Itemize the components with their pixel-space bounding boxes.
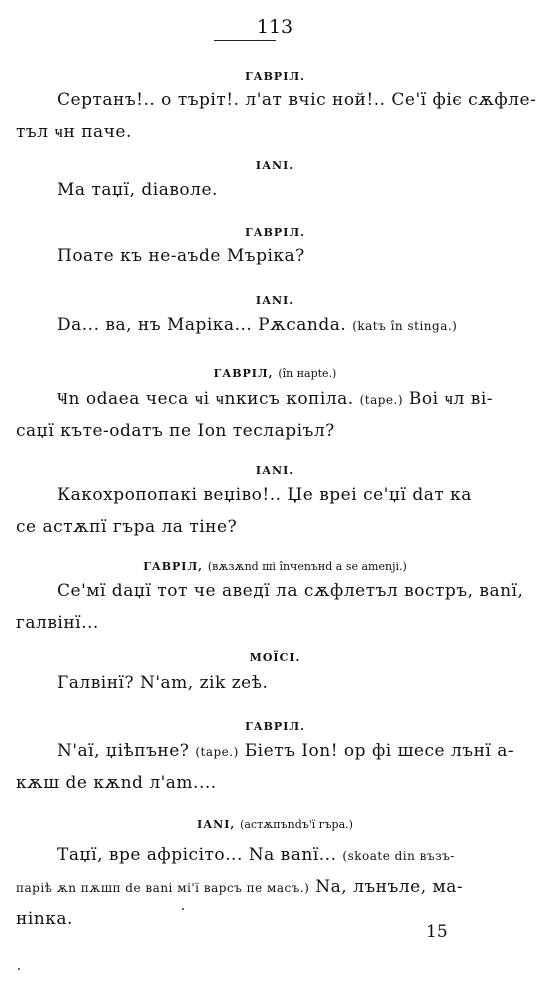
dialogue-line: Сертанъ!.. о търіт!. л'ат вчіс ной!.. Се'ї фіє сѫфле- xyxy=(57,90,537,110)
speaker-label: IАNI. xyxy=(255,294,295,307)
dialogue-line: N'аї, џіѣпъне? (tape.) Біетъ Іоn! ор фі шесе лънї а- xyxy=(57,741,515,761)
speaker-label: ГАВРIЛ. xyxy=(245,70,305,83)
dialogue-line: парiѣ ѫn пѫшп de ваnі мі'ї варсъ пе масъ.) Na, лънъле, ма- xyxy=(16,877,464,897)
speaker-label: ГАВРIЛ, (în нapte.) xyxy=(213,367,337,380)
stage-direction: (kаtъ în stinga.) xyxy=(352,319,458,333)
dialogue-line: тъл ҹн паче. xyxy=(16,122,132,142)
speaker-label: МОЇСI. xyxy=(249,651,301,664)
dialogue-line: се астѫпї гъра ла тіне? xyxy=(16,517,238,537)
dialogue-line: Таџї, вре афрісіто... Na ваnї... (skoate din възъ- xyxy=(57,845,455,865)
stage-direction: (астѫпъndъ'ї гъра.) xyxy=(240,818,353,831)
dialogue-line: Какохропопакі веџіво!.. Џе вреі се'џї dат ка xyxy=(57,485,472,505)
dialogue-line: Ма таџї, diаволе. xyxy=(57,180,218,200)
dialogue-line: Ҹn odаеа чеса ҹі ҹnкисъ копіла. (tape.) Воі ҹл ві- xyxy=(57,389,493,409)
stage-direction: (tape.) xyxy=(195,745,239,759)
dialogue-line: Dа... ва, нъ Маріка... Рѫсаnda. (kаtъ în stinga.) xyxy=(57,315,458,335)
page-number: 113 xyxy=(256,16,294,38)
stage-direction: (în нapte.) xyxy=(278,367,337,380)
stage-direction: (tape.) xyxy=(359,393,404,407)
dialogue-line: галвінї... xyxy=(16,613,99,633)
dialogue-line: Галвінї? N'am, zik zeѣ. xyxy=(57,673,269,693)
signature-number: 15 xyxy=(426,922,448,942)
speaker-label: IАNI, (астѫпъndъ'ї гъра.) xyxy=(197,818,353,831)
speaker-label: IАNI. xyxy=(255,464,295,477)
dialogue-line: Поате къ не-аъdе Мъріка? xyxy=(57,246,305,266)
ink-speck xyxy=(18,968,20,970)
stage-direction: (вѫзѫnd ші înчеnънd a se amenji.) xyxy=(207,560,407,573)
dialogue-line: ніnка. xyxy=(16,909,73,929)
header-rule xyxy=(214,40,276,41)
stage-direction: парiѣ ѫn пѫшп de ваnі мі'ї варсъ пе масъ.) xyxy=(16,881,310,895)
ink-speck xyxy=(182,908,184,910)
speaker-label: ГАВРIЛ. xyxy=(245,720,305,733)
dialogue-line: саџї кътe-odатъ пе Іоn тесларіъл? xyxy=(16,421,335,441)
speaker-label: ГАВРIЛ, (вѫзѫnd ші înчеnънd a se amenji.) xyxy=(143,560,407,573)
stage-direction: (skoate din възъ- xyxy=(342,849,455,863)
dialogue-line: Се'мї daџї тот че аведї ла сѫфлетъл востръ, ваnї, xyxy=(57,581,524,601)
speaker-label: IАNI. xyxy=(255,159,295,172)
dialogue-line: кѫш de кѫnd л'am.... xyxy=(16,773,217,793)
speaker-label: ГАВРIЛ. xyxy=(245,226,305,239)
